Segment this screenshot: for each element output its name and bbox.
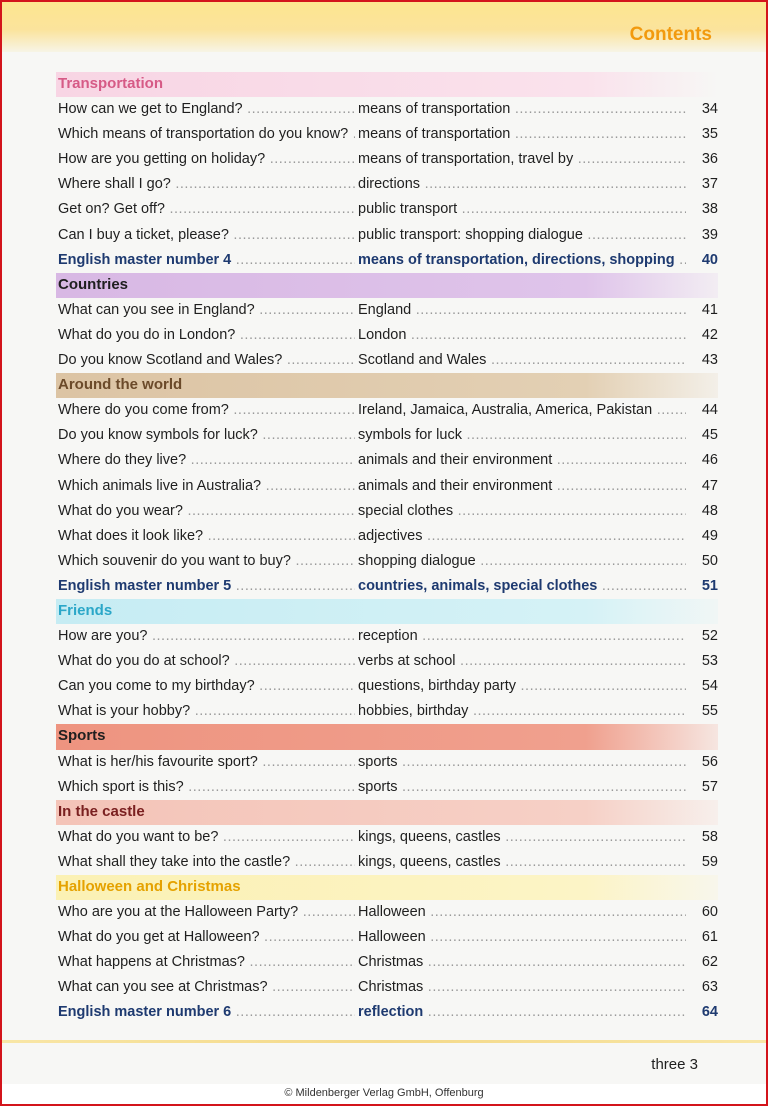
- toc-entry-row: [56, 925, 718, 950]
- entry-page-number: 40: [686, 248, 718, 273]
- entry-topic: means of transportation .....: [358, 97, 714, 122]
- entry-topic: sports .....: [358, 750, 714, 775]
- toc-entry-row: [56, 775, 718, 800]
- entry-question: What do you want to be? .....: [58, 825, 355, 850]
- entry-topic: verbs at school .....: [358, 649, 714, 674]
- entry-question: What is her/his favourite sport? .....: [58, 750, 355, 775]
- toc-entry-row: [56, 950, 718, 975]
- entry-question: Do you know symbols for luck? .....: [58, 423, 355, 448]
- entry-question: Which animals live in Australia? .....: [58, 474, 355, 499]
- entry-topic: hobbies, birthday .....: [358, 699, 714, 724]
- entry-topic: animals and their environment .....: [358, 474, 714, 499]
- document-page: [2, 2, 766, 1084]
- entry-page-number: 58: [686, 825, 718, 850]
- entry-question: What can you see in England? .....: [58, 298, 355, 323]
- entry-topic: Christmas .....: [358, 975, 714, 1000]
- toc-entry-row: [56, 97, 718, 122]
- entry-question: English master number 4 .....: [58, 248, 355, 273]
- section-header-countries: Countries: [56, 273, 718, 298]
- entry-page-number: 63: [686, 975, 718, 1000]
- entry-question: English master number 6 .....: [58, 1000, 355, 1025]
- entry-page-number: 45: [686, 423, 718, 448]
- entry-question: Where shall I go? .....: [58, 172, 355, 197]
- master-entry-row: [56, 574, 718, 599]
- toc-entry-row: [56, 147, 718, 172]
- toc-entry-row: [56, 223, 718, 248]
- entry-question: Which sport is this? .....: [58, 775, 355, 800]
- entry-question: Can you come to my birthday? .....: [58, 674, 355, 699]
- toc-entry-row: [56, 524, 718, 549]
- entry-topic: reflection .....: [358, 1000, 714, 1025]
- entry-topic: special clothes .....: [358, 499, 714, 524]
- entry-page-number: 61: [686, 925, 718, 950]
- bottom-divider: [2, 1040, 766, 1043]
- toc-entry-row: [56, 298, 718, 323]
- entry-topic: means of transportation .....: [358, 122, 714, 147]
- entry-question: What can you see at Christmas? .....: [58, 975, 355, 1000]
- entry-page-number: 44: [686, 398, 718, 423]
- entry-page-number: 64: [686, 1000, 718, 1025]
- toc-entry-row: [56, 348, 718, 373]
- entry-topic: directions .....: [358, 172, 714, 197]
- toc-entry-row: [56, 398, 718, 423]
- entry-question: What does it look like? .....: [58, 524, 355, 549]
- header-band: [2, 2, 766, 52]
- toc-entry-row: [56, 323, 718, 348]
- copyright-notice: © Mildenberger Verlag GmbH, Offenburg: [284, 1087, 484, 1099]
- master-entry-row: [56, 248, 718, 273]
- section-header-sports: Sports: [56, 724, 718, 749]
- entry-question: Who are you at the Halloween Party? .....: [58, 900, 355, 925]
- entry-page-number: 34: [686, 97, 718, 122]
- toc-entry-row: [56, 122, 718, 147]
- entry-page-number: 43: [686, 348, 718, 373]
- toc-entry-row: [56, 900, 718, 925]
- entry-question: Get on? Get off? .....: [58, 197, 355, 222]
- entry-topic: shopping dialogue .....: [358, 549, 714, 574]
- page-title: Contents: [629, 24, 712, 45]
- entry-page-number: 51: [686, 574, 718, 599]
- entry-page-number: 55: [686, 699, 718, 724]
- entry-question: What happens at Christmas? .....: [58, 950, 355, 975]
- entry-topic: Christmas .....: [358, 950, 714, 975]
- entry-question: What do you do in London? .....: [58, 323, 355, 348]
- entry-topic: Ireland, Jamaica, Australia, America, Pakistan .....: [358, 398, 714, 423]
- entry-question: What do you do at school? .....: [58, 649, 355, 674]
- section-header-in-the-castle: In the castle: [56, 800, 718, 825]
- toc-entry-row: [56, 674, 718, 699]
- toc-entry-row: [56, 549, 718, 574]
- section-header-around-the-world: Around the world: [56, 373, 718, 398]
- entry-page-number: 48: [686, 499, 718, 524]
- section-header-transportation: Transportation: [56, 72, 718, 97]
- table-of-contents: [56, 72, 718, 1026]
- entry-page-number: 60: [686, 900, 718, 925]
- entry-question: How are you? .....: [58, 624, 355, 649]
- entry-topic: sports .....: [358, 775, 714, 800]
- entry-page-number: 42: [686, 323, 718, 348]
- toc-entry-row: [56, 423, 718, 448]
- entry-topic: London .....: [358, 323, 714, 348]
- entry-question: What is your hobby? .....: [58, 699, 355, 724]
- section-header-friends: Friends: [56, 599, 718, 624]
- entry-page-number: 36: [686, 147, 718, 172]
- entry-page-number: 46: [686, 448, 718, 473]
- entry-page-number: 59: [686, 850, 718, 875]
- entry-page-number: 39: [686, 223, 718, 248]
- entry-page-number: 50: [686, 549, 718, 574]
- toc-entry-row: [56, 499, 718, 524]
- master-entry-row: [56, 1000, 718, 1025]
- entry-question: Where do you come from? .....: [58, 398, 355, 423]
- entry-topic: countries, animals, special clothes .....: [358, 574, 714, 599]
- toc-entry-row: [56, 448, 718, 473]
- entry-page-number: 53: [686, 649, 718, 674]
- entry-page-number: 38: [686, 197, 718, 222]
- entry-page-number: 56: [686, 750, 718, 775]
- entry-topic: Halloween .....: [358, 925, 714, 950]
- entry-page-number: 62: [686, 950, 718, 975]
- entry-topic: England .....: [358, 298, 714, 323]
- page-number: three 3: [651, 1056, 698, 1073]
- toc-entry-row: [56, 624, 718, 649]
- entry-question: What shall they take into the castle? .....: [58, 850, 355, 875]
- entry-topic: public transport: shopping dialogue .....: [358, 223, 714, 248]
- toc-entry-row: [56, 850, 718, 875]
- entry-question: Where do they live? .....: [58, 448, 355, 473]
- entry-topic: reception .....: [358, 624, 714, 649]
- section-header-halloween-christmas: Halloween and Christmas: [56, 875, 718, 900]
- toc-entry-row: [56, 197, 718, 222]
- entry-page-number: 52: [686, 624, 718, 649]
- entry-page-number: 35: [686, 122, 718, 147]
- toc-entry-row: [56, 172, 718, 197]
- entry-topic: public transport .....: [358, 197, 714, 222]
- entry-page-number: 54: [686, 674, 718, 699]
- entry-page-number: 41: [686, 298, 718, 323]
- entry-page-number: 47: [686, 474, 718, 499]
- entry-topic: kings, queens, castles .....: [358, 850, 714, 875]
- entry-topic: symbols for luck .....: [358, 423, 714, 448]
- entry-topic: Scotland and Wales .....: [358, 348, 714, 373]
- toc-entry-row: [56, 825, 718, 850]
- entry-topic: kings, queens, castles .....: [358, 825, 714, 850]
- entry-question: What do you get at Halloween? .....: [58, 925, 355, 950]
- entry-question: Which souvenir do you want to buy? .....: [58, 549, 355, 574]
- entry-topic: animals and their environment .....: [358, 448, 714, 473]
- entry-question: Which means of transportation do you know? .....: [58, 122, 355, 147]
- entry-question: Can I buy a ticket, please? .....: [58, 223, 355, 248]
- toc-entry-row: [56, 649, 718, 674]
- entry-question: How are you getting on holiday? .....: [58, 147, 355, 172]
- toc-entry-row: [56, 699, 718, 724]
- toc-entry-row: [56, 474, 718, 499]
- entry-topic: means of transportation, directions, shopping .....: [358, 248, 714, 273]
- entry-question: What do you wear? .....: [58, 499, 355, 524]
- entry-page-number: 49: [686, 524, 718, 549]
- entry-topic: questions, birthday party .....: [358, 674, 714, 699]
- toc-entry-row: [56, 750, 718, 775]
- entry-question: Do you know Scotland and Wales? .....: [58, 348, 355, 373]
- entry-topic: means of transportation, travel by .....: [358, 147, 714, 172]
- entry-page-number: 57: [686, 775, 718, 800]
- entry-question: How can we get to England? .....: [58, 97, 355, 122]
- entry-question: English master number 5 .....: [58, 574, 355, 599]
- entry-topic: Halloween .....: [358, 900, 714, 925]
- toc-entry-row: [56, 975, 718, 1000]
- entry-page-number: 37: [686, 172, 718, 197]
- entry-topic: adjectives .....: [358, 524, 714, 549]
